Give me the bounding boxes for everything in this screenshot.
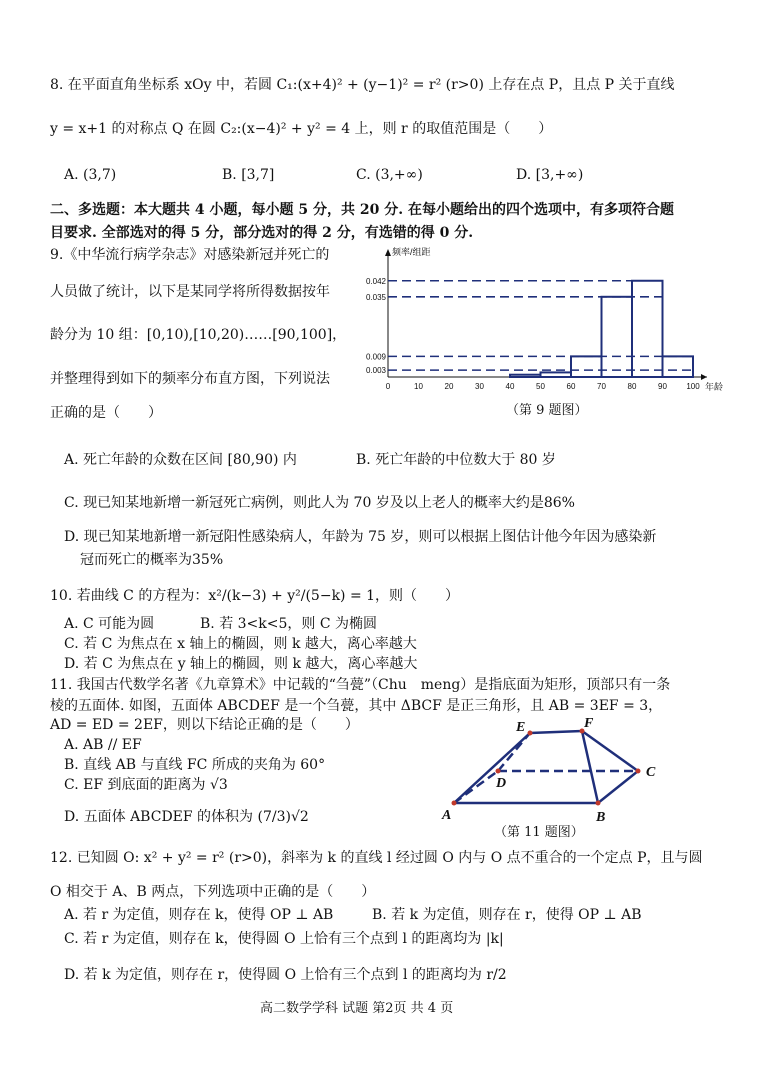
q10-stem: 10. 若曲线 C 的方程为：x²/(k−3) + y²/(5−k) = 1，则（ ）: [50, 588, 460, 604]
x-tick-40: 40: [505, 382, 515, 391]
q8-line1: 8. 在平面直角坐标系 xOy 中，若圆 C₁:(x+4)² + (y−1)² = r² (r>0) 上存在点 P，且点 P 关于直线: [50, 77, 675, 93]
x-tick-30: 30: [475, 382, 484, 391]
y-tick-0.042: 0.042: [365, 276, 386, 286]
label-e: E: [516, 720, 526, 735]
q11-option-b: B. 直线 AB 与直线 FC 所成的夹角为 60°: [64, 757, 326, 773]
q9-figure-caption: （第 9 题图）: [506, 403, 588, 418]
vertex-e: [528, 731, 533, 736]
q12-stem-line2: O 相交于 A、B 两点，下列选项中正确的是（ ）: [50, 884, 376, 900]
section2-heading-line2: 目要求. 全部选对的得 5 分，部分选对的得 2 分，有选错的得 0 分.: [50, 225, 474, 241]
q10-option-d: D. 若 C 为焦点在 y 轴上的椭圆，则 k 越大，离心率越大: [64, 656, 418, 672]
bar-[50,60): [541, 372, 572, 377]
section2-heading-line1: 二、多选题：本大题共 4 小题，每小题 5 分，共 20 分. 在每小题给出的四个选项中，有多项符合题: [50, 202, 674, 218]
x-tick-0: 0: [385, 382, 391, 391]
q9-stem-line2: 人员做了统计，以下是某同学将所得数据按年: [50, 284, 330, 300]
bar-[60,70): [571, 356, 602, 377]
q9-option-a: A. 死亡年龄的众数在区间 [80,90) 内: [64, 452, 297, 468]
q11-figure-caption: （第 11 题图）: [494, 825, 584, 840]
q10-option-c: C. 若 C 为焦点在 x 轴上的椭圆，则 k 越大，离心率越大: [64, 636, 417, 652]
q11-stem-line1: 11. 我国古代数学名著《九章算术》中记载的“刍甍”（Chu meng）是指底面为矩形，顶部只有一条: [50, 677, 671, 693]
q12-option-c: C. 若 r 为定值，则存在 k，使得圆 O 上恰有三个点到 l 的距离均为 |k|: [64, 931, 504, 947]
x-axis-arrow: [701, 374, 707, 380]
vertex-d: [496, 769, 501, 774]
page-footer: 高二数学学科 试题 第2页 共 4 页: [260, 1001, 454, 1016]
q9-stem-line1: 9.《中华流行病学杂志》对感染新冠并死亡的: [50, 247, 330, 263]
bar-[70,80): [602, 297, 633, 377]
q12-stem-line1: 12. 已知圆 O: x² + y² = r² (r>0)，斜率为 k 的直线 l 经过圆 O 内与 O 点不重合的一个定点 P，且与圆: [50, 850, 703, 866]
vertex-a: [452, 801, 457, 806]
vertex-c: [636, 769, 641, 774]
y-axis-title: 频率/组距: [392, 247, 431, 257]
bar-[40,50): [510, 375, 541, 377]
q11-option-c: C. EF 到底面的距离为 √3: [64, 777, 228, 793]
q10-option-a: A. C 可能为圆: [64, 616, 155, 632]
q11-figure: [440, 715, 680, 825]
edge-ae: [454, 733, 530, 803]
q8-option-b: B. [3,7]: [222, 167, 275, 183]
x-tick-90: 90: [658, 382, 667, 391]
x-tick-20: 20: [444, 382, 454, 391]
q8-option-a: A. (3,7): [64, 167, 117, 183]
q9-stem-line5: 正确的是（ ）: [50, 405, 162, 421]
q11-stem-line2: 棱的五面体. 如图，五面体 ABCDEF 是一个刍甍，其中 ΔBCF 是正三角形，且 AB = 3EF = 3，: [50, 698, 663, 714]
q9-stem-line4: 并整理得到如下的频率分布直方图，下列说法: [50, 371, 330, 387]
y-axis-arrow: [385, 249, 391, 256]
label-b: B: [596, 810, 606, 825]
q10-option-b: B. 若 3<k<5，则 C 为椭圆: [200, 616, 378, 632]
x-tick-60: 60: [566, 382, 576, 391]
label-a: A: [442, 808, 452, 823]
edge-bc: [598, 771, 638, 803]
label-c: C: [646, 765, 656, 780]
q9-option-d-line2: 冠而死亡的概率为35%: [80, 552, 224, 568]
q11-option-a: A. AB // EF: [64, 737, 142, 753]
label-f: F: [584, 716, 594, 731]
q8-line2: y = x+1 的对称点 Q 在圆 C₂:(x−4)² + y² = 4 上，则 r 的取值范围是（ ）: [50, 121, 553, 137]
q9-stem-line3: 龄分为 10 组：[0,10),[10,20)……[90,100]，: [50, 327, 347, 343]
bar-[80,90): [632, 281, 663, 377]
q8-option-d: D. [3,+∞): [516, 167, 584, 183]
y-tick-0.035: 0.035: [365, 292, 386, 302]
x-tick-100: 100: [686, 382, 700, 391]
edge-ef: [530, 731, 582, 733]
q12-option-a: A. 若 r 为定值，则存在 k，使得 OP ⊥ AB: [64, 907, 334, 923]
x-axis-title: 年龄: [705, 382, 724, 392]
x-tick-10: 10: [414, 382, 423, 391]
x-tick-70: 70: [597, 382, 606, 391]
edge-ad-hidden: [454, 771, 498, 803]
q11-option-d: D. 五面体 ABCDEF 的体积为 (7/3)√2: [64, 809, 309, 825]
q8-option-c: C. (3,+∞): [356, 167, 423, 183]
y-tick-0.003: 0.003: [365, 366, 386, 376]
q11-stem-line3: AD = ED = 2EF，则以下结论正确的是（ ）: [50, 717, 359, 733]
bar-[90,100]: [663, 356, 694, 377]
edge-de-hidden: [498, 733, 530, 771]
q9-option-c: C. 现已知某地新增一新冠死亡病例，则此人为 70 岁及以上老人的概率大约是86%: [64, 495, 575, 511]
q12-option-d: D. 若 k 为定值，则存在 r，使得圆 O 上恰有三个点到 l 的距离均为 r/2: [64, 967, 507, 983]
label-d: D: [496, 776, 507, 791]
x-tick-50: 50: [536, 382, 545, 391]
x-tick-80: 80: [627, 382, 637, 391]
vertex-b: [596, 801, 601, 806]
q9-histogram: [350, 243, 730, 403]
q9-option-d-line1: D. 现已知某地新增一新冠阳性感染病人，年龄为 75 岁，则可以根据上图估计他今年因为感染新: [64, 529, 657, 545]
q12-option-b: B. 若 k 为定值，则存在 r，使得 OP ⊥ AB: [372, 907, 642, 923]
y-tick-0.009: 0.009: [365, 352, 386, 362]
q9-option-b: B. 死亡年龄的中位数大于 80 岁: [356, 452, 556, 468]
